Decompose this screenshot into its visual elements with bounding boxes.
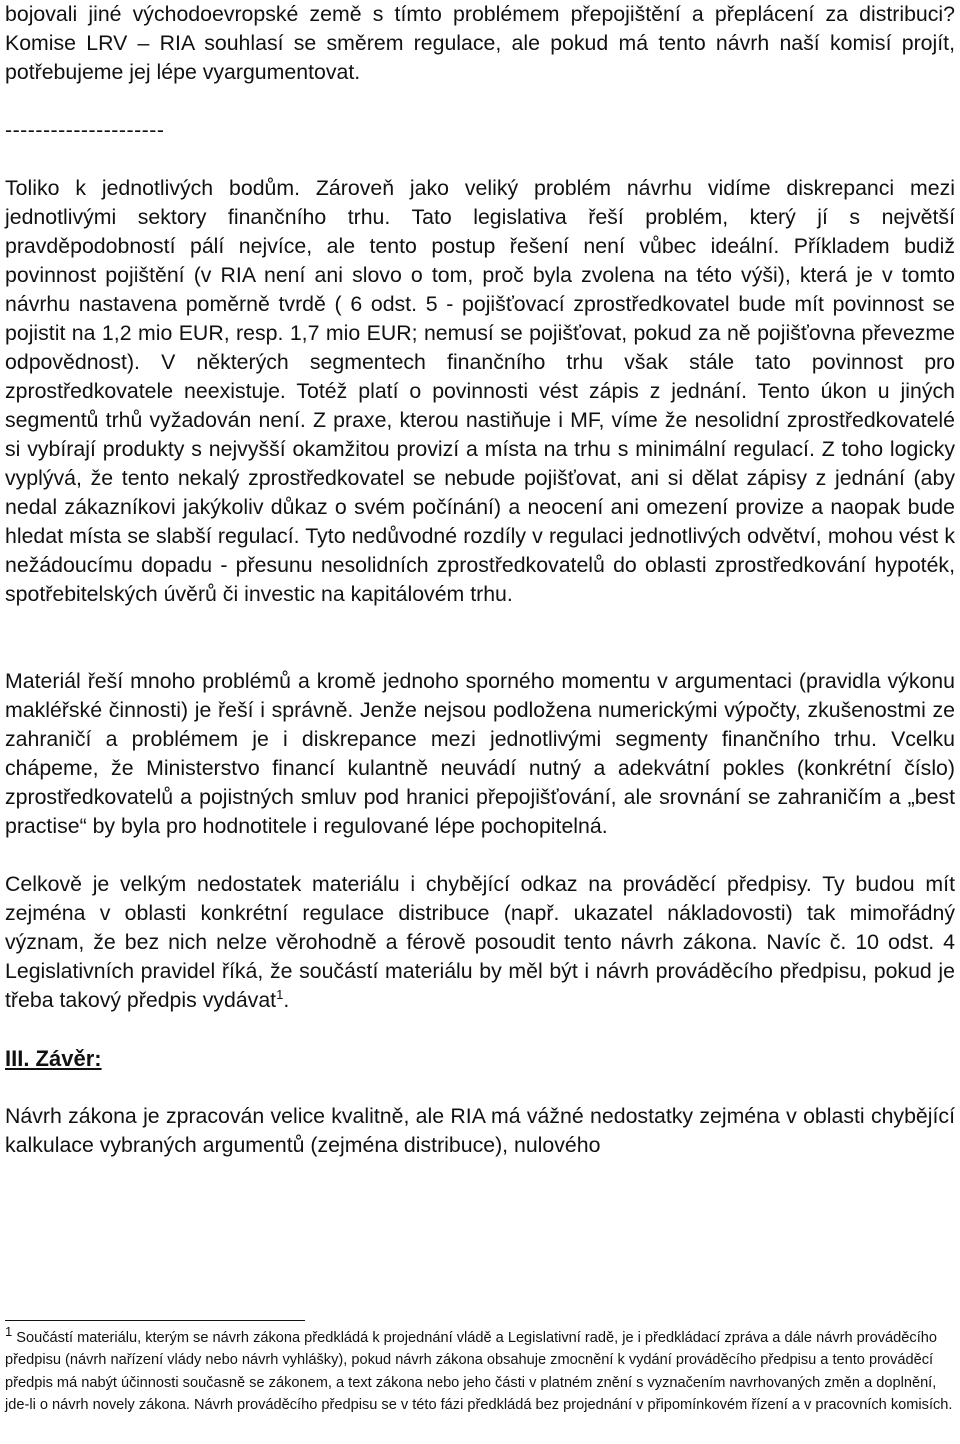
paragraph-implementing-text: Celkově je velkým nedostatek materiálu i chybějící odkaz na prováděcí předpisy. Ty budou mít zejména v oblasti konkrétní regulace distribuce (např. ukazatel nákladovosti) tak mimořádný význam, že bez nich nelze věrohodně a férově posoudit tento návrh zákona. Navíc č. 10 odst. 4 Legislativních pravidel říká, že součástí materiálu by měl být i návrh prováděcího předpisu, pokud je třeba takový předpis vydávat bbox=[5, 872, 955, 1012]
paragraph-bodies: Toliko k jednotlivých bodům. Zároveň jako veliký problém návrhu vidíme diskrepanci mezi jednotlivými sektory finančního trhu. Tato legislativa řeší problém, který jí s největší pravděpodobností pálí nejvíce, ale tento postup řešení není vůbec ideální. Příkladem budiž povinnost pojištění (v RIA není ani slovo o tom, proč byla zvolena na této výši), která je v tomto návrhu nastavena poměrně tvrdě ( 6 odst. 5 - pojišťovací zprostředkovatel bude mít povinnost se pojistit na 1,2 mio EUR, resp. 1,7 mio EUR; nemusí se pojišťovat, pokud za ně pojišťovna převezme odpovědnost). V některých segmentech finančního trhu však stále tato povinnost pro zprostředkovatele neexistuje. Totéž platí o povinnosti vést zápis z jednání. Tento úkon u jiných segmentů trhů vyžadován není. Z praxe, kterou nastiňuje i MF, víme že nesolidní zprostředkovatelé si vybírají produkty s nejvyšší okamžitou provizí a místa na trhu s minimální regulací. Z toho logicky vyplývá, že tento nekalý zprostředkovatel se nebude pojišťovat, ani si dělat zápisy z jednání (aby nedal zákazníkovi jakýkoliv důkaz o svém počínání) a neocení ani omezení provize a naopak bude hledat místa se slabší regulací. Tyto nedůvodné rozdíly v regulaci jednotlivých odvětví, mohou vést k nežádoucímu dopadu - přesunu nesolidních zprostředkovatelů do oblasti zprostředkování hypoték, spotřebitelských úvěrů či investic na kapitálovém trhu. bbox=[5, 176, 955, 606]
footnote bbox=[5, 1324, 955, 1416]
spacer bbox=[5, 1015, 955, 1044]
paragraph-implementing-regulations bbox=[5, 870, 955, 1015]
separator-line: --------------------- bbox=[5, 118, 165, 142]
document-page bbox=[5, 0, 955, 1160]
footnote-divider bbox=[5, 1320, 305, 1321]
paragraph-conclusion: Návrh zákona je zpracován velice kvalitně, ale RIA má vážné nedostatky zejména v oblasti chybějící kalkulace vybraných argumentů (zejména distribuce), nulového bbox=[5, 1104, 955, 1157]
section-heading-conclusion: III. Závěr: bbox=[5, 1046, 102, 1071]
spacer bbox=[5, 609, 955, 667]
spacer bbox=[5, 145, 955, 174]
paragraph-end-punctuation: . bbox=[283, 988, 290, 1012]
spacer bbox=[5, 841, 955, 870]
spacer bbox=[5, 1073, 955, 1102]
footnote-reference[interactable]: 1 bbox=[276, 986, 284, 1002]
footnote-text: Součástí materiálu, kterým se návrh zákona předkládá k projednání vládě a Legislativní radě, je i předkládací zpráva a dále návrh prováděcího předpisu (návrh nařízení vlády nebo návrh vyhlášky), pokud návrh zákona obsahuje zmocnění k vydání prováděcího předpisu a tento prováděcí předpis má nabýt účinnosti současně se zákonem, a text zákona nebo jeho části v platném znění s vyznačením navrhovaných změn a doplnění, jde-li o návrh novely zákona. Návrh prováděcího předpisu se v této fázi předkládá bez projednání v připomínkovém řízení a v pracovních komisích. bbox=[5, 1330, 953, 1413]
paragraph-material: Materiál řeší mnoho problémů a kromě jednoho sporného momentu v argumentaci (pravidla výkonu makléřské činnosti) je řeší i správně. Jenže nejsou podložena numerickými výpočty, zkušenostmi ze zahraničí a problémem je i diskrepance mezi jednotlivými segmenty finančního trhu. Vcelku chápeme, že Ministerstvo financí kulantně neuvádí nutný a adekvátní pokles (konkrétní číslo) zprostředkovatelů a pojistných smluv pod hranici přepojišťování, ale srovnání se zahraničím a „best practise“ by byla pro hodnotitele i regulované lépe pochopitelná. bbox=[5, 669, 955, 838]
footnote-number: 1 bbox=[5, 1324, 13, 1339]
spacer bbox=[5, 87, 955, 116]
intro-paragraph: bojovali jiné východoevropské země s tímto problémem přepojištění a přeplácení za distribuci? Komise LRV – RIA souhlasí se směrem regulace, ale pokud má tento návrh naší komisí projít, potřebujeme jej lépe vyargumentovat. bbox=[5, 2, 955, 84]
